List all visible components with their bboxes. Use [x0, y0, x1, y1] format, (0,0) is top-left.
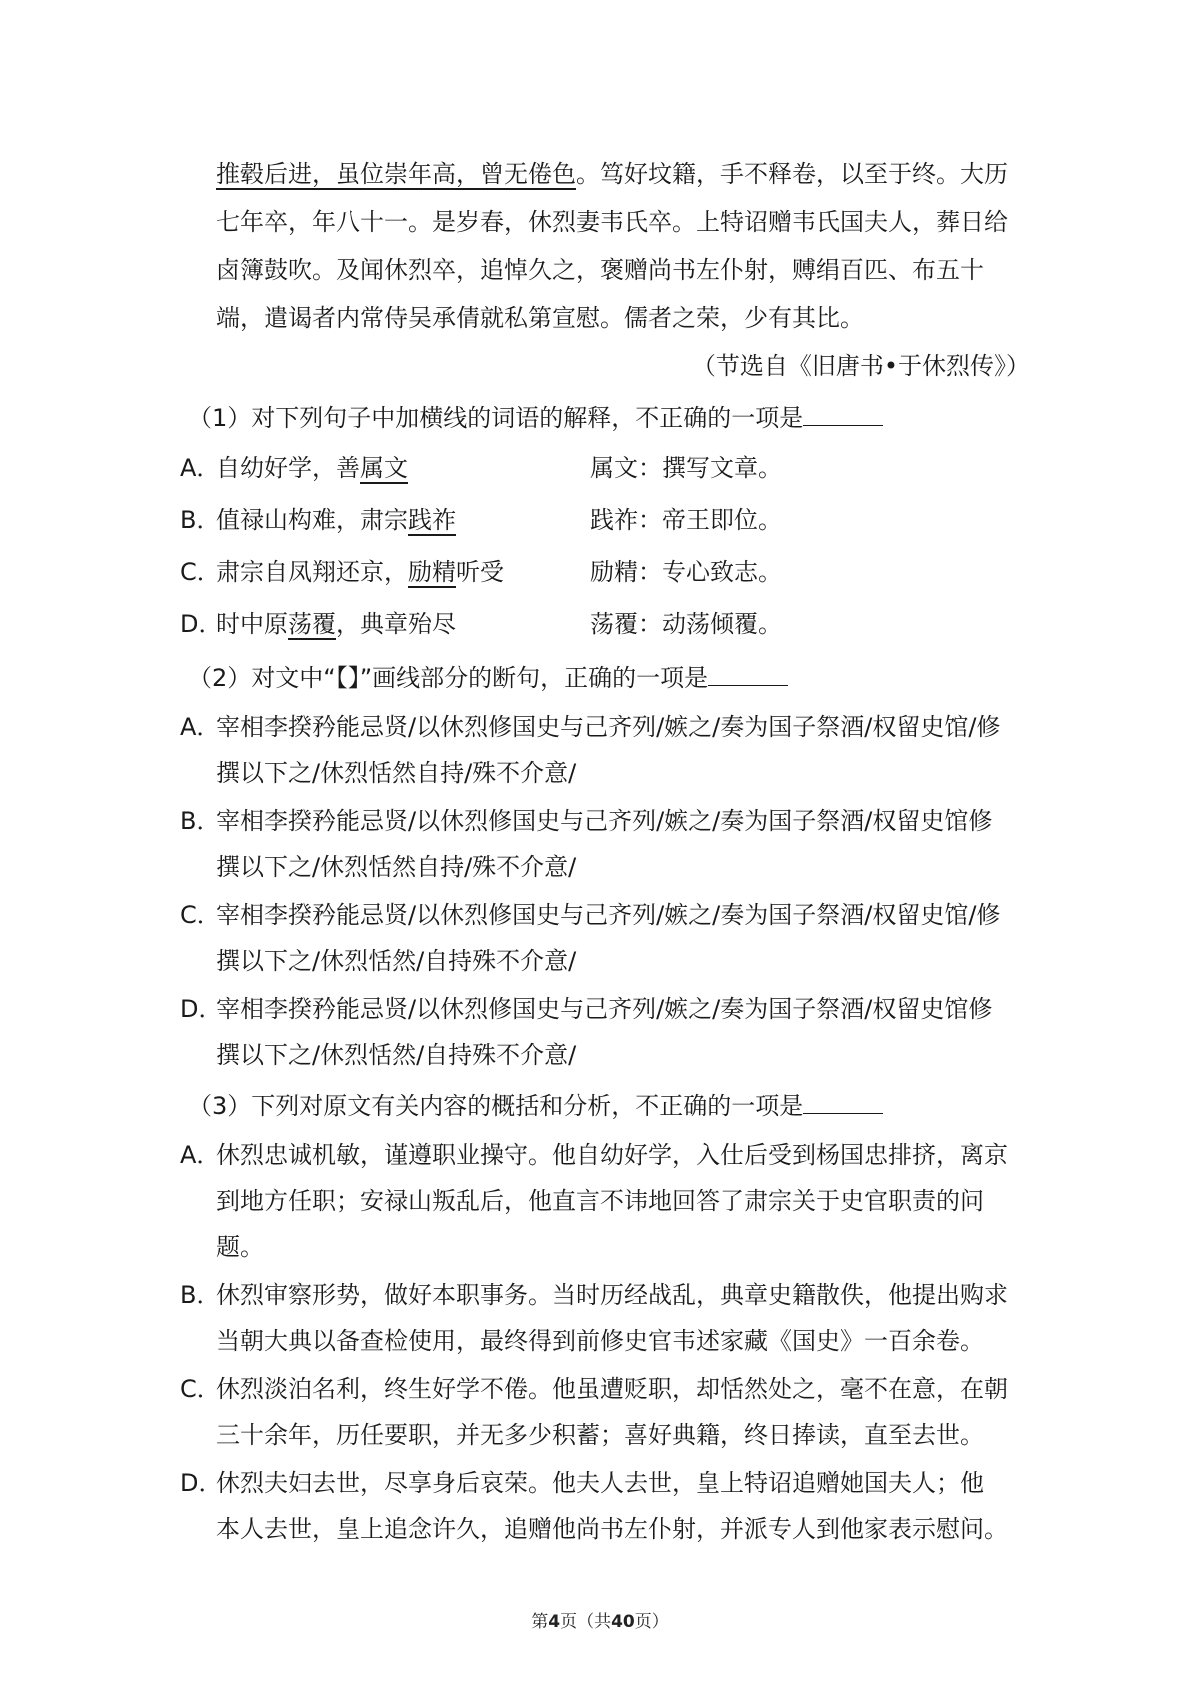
passage-line-2: 七年卒，年八十一。是岁春，休烈妻韦氏卒。上特诏赠韦氏国夫人，葬日给	[216, 208, 1008, 236]
option-text: 宰相李揆矜能忌贤/以休烈修国史与己齐列/嫉之/奏为国子祭酒/权留史馆/修	[216, 713, 1001, 741]
underlined-word: 践祚	[408, 506, 456, 534]
option-letter: B．	[180, 506, 221, 534]
answer-blank	[708, 663, 788, 686]
q2-option-d	[180, 986, 1040, 1078]
option-text-cont: 撰以下之/休烈恬然/自持殊不介意/	[216, 1041, 577, 1069]
passage-line-1	[180, 150, 1040, 198]
page-footer	[0, 1607, 1200, 1632]
option-letter: C．	[180, 558, 221, 586]
option-text-cont: 到地方任职；安禄山叛乱后，他直言不讳地回答了肃宗关于史官职责的问	[216, 1187, 984, 1215]
underlined-word: 属文	[360, 454, 408, 482]
sentence-part: 肃宗自凤翔还京，	[216, 558, 408, 586]
option-letter: D．	[180, 995, 223, 1023]
q2-option-a	[180, 704, 1040, 796]
option-letter: D．	[180, 1469, 223, 1497]
passage-source: （节选自《旧唐书•于休烈传》）	[691, 352, 1030, 380]
answer-blank	[803, 1091, 883, 1114]
option-letter: C．	[180, 901, 221, 929]
page-number: 4	[548, 1612, 561, 1632]
question-1-stem	[180, 394, 1040, 442]
option-text-cont: 当朝大典以备查检使用，最终得到前修史官韦述家藏《国史》一百余卷。	[216, 1327, 984, 1355]
q1-option-d	[180, 598, 1040, 650]
sentence-part: ，典章殆尽	[336, 610, 456, 638]
underlined-phrase: 推毂后进，虽位崇年高，曾无倦色	[216, 160, 576, 188]
question-3-options	[180, 1132, 1040, 1552]
option-text: 宰相李揆矜能忌贤/以休烈修国史与己齐列/嫉之/奏为国子祭酒/权留史馆修	[216, 807, 993, 835]
sentence-part: 值禄山构难，肃宗	[216, 506, 408, 534]
option-text: 休烈淡泊名利，终生好学不倦。他虽遭贬职，却恬然处之，毫不在意，在朝	[216, 1375, 1008, 1403]
footer-text: 第	[531, 1612, 549, 1632]
q2-option-c	[180, 892, 1040, 984]
footer-text: 页（共	[560, 1612, 612, 1632]
option-text-cont: 撰以下之/休烈恬然自持/殊不介意/	[216, 853, 577, 881]
option-definition: 励精：专心致志。	[590, 558, 782, 586]
q3-option-a	[180, 1132, 1040, 1270]
q3-option-b	[180, 1272, 1040, 1364]
option-text-cont: 本人去世，皇上追念许久，追赠他尚书左仆射，并派专人到他家表示慰问。	[216, 1515, 1008, 1543]
option-sentence	[216, 442, 590, 494]
q1-option-c	[180, 546, 1040, 598]
option-letter: C．	[180, 1375, 221, 1403]
sentence-part: 时中原	[216, 610, 288, 638]
question-3-stem	[180, 1082, 1040, 1130]
passage-line-3: 卤簿鼓吹。及闻休烈卒，追悼久之，褒赠尚书左仆射，赙绢百匹、布五十	[216, 256, 984, 284]
option-text: 休烈审察形势，做好本职事务。当时历经战乱，典章史籍散佚，他提出购求	[216, 1281, 1008, 1309]
option-letter: D．	[180, 610, 223, 638]
passage-text: 。笃好坟籍，手不释卷，以至于终。大历	[576, 160, 1008, 188]
q2-option-b	[180, 798, 1040, 890]
option-definition: 荡覆：动荡倾覆。	[590, 610, 782, 638]
total-pages: 40	[611, 1612, 635, 1632]
option-letter: A．	[180, 454, 221, 482]
option-text-cont: 撰以下之/休烈恬然/自持殊不介意/	[216, 947, 577, 975]
option-text-cont: 题。	[216, 1233, 264, 1261]
option-text: 休烈夫妇去世，尽享身后哀荣。他夫人去世，皇上特诏追赠她国夫人；他	[216, 1469, 984, 1497]
question-text: （1）对下列句子中加横线的词语的解释，不正确的一项是	[188, 404, 804, 432]
option-sentence	[216, 546, 590, 598]
sentence-part: 自幼好学，善	[216, 454, 360, 482]
q3-option-d	[180, 1460, 1040, 1552]
option-sentence	[216, 598, 590, 650]
option-text-cont: 撰以下之/休烈恬然自持/殊不介意/	[216, 759, 577, 787]
option-sentence	[216, 494, 590, 546]
sentence-part: 听受	[456, 558, 504, 586]
passage-line-4: 端，遣谒者内常侍吴承倩就私第宣慰。儒者之荣，少有其比。	[216, 304, 864, 332]
answer-blank	[803, 403, 883, 426]
q1-option-b	[180, 494, 1040, 546]
passage	[180, 150, 1040, 390]
option-text: 休烈忠诚机敏，谨遵职业操守。他自幼好学，入仕后受到杨国忠排挤，离京	[216, 1141, 1008, 1169]
question-text: （2）对文中“【】”画线部分的断句，正确的一项是	[188, 664, 709, 692]
option-letter: B．	[180, 1281, 221, 1309]
question-text: （3）下列对原文有关内容的概括和分析，不正确的一项是	[188, 1092, 804, 1120]
underlined-word: 荡覆	[288, 610, 336, 638]
question-1-options	[180, 442, 1040, 650]
option-text: 宰相李揆矜能忌贤/以休烈修国史与己齐列/嫉之/奏为国子祭酒/权留史馆/修	[216, 901, 1001, 929]
option-text: 宰相李揆矜能忌贤/以休烈修国史与己齐列/嫉之/奏为国子祭酒/权留史馆修	[216, 995, 993, 1023]
q3-option-c	[180, 1366, 1040, 1458]
question-2-stem	[180, 654, 1040, 702]
footer-text: 页）	[634, 1612, 669, 1632]
option-text-cont: 三十余年，历任要职，并无多少积蓄；喜好典籍，终日捧读，直至去世。	[216, 1421, 984, 1449]
option-definition: 属文：撰写文章。	[590, 454, 782, 482]
question-2-options	[180, 704, 1040, 1078]
option-letter: A．	[180, 713, 221, 741]
option-letter: B．	[180, 807, 221, 835]
option-definition: 践祚：帝王即位。	[590, 506, 782, 534]
option-letter: A．	[180, 1141, 221, 1169]
underlined-word: 励精	[408, 558, 456, 586]
q1-option-a	[180, 442, 1040, 494]
document-content	[180, 150, 1040, 1552]
